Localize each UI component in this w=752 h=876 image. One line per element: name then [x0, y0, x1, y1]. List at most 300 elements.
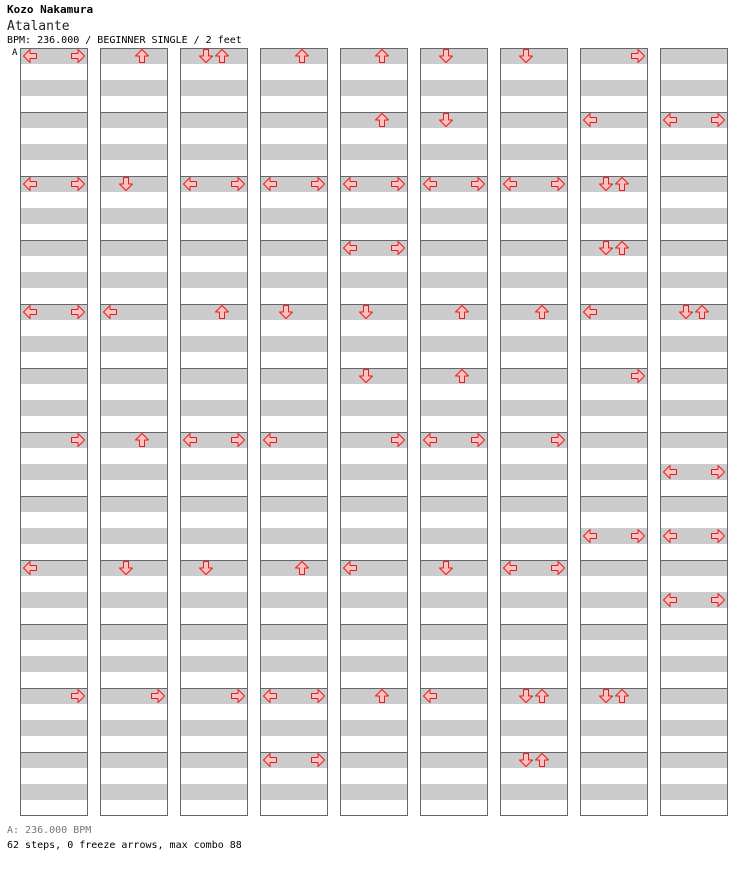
- beat-stripe: [420, 624, 488, 640]
- beat-stripe: [180, 784, 248, 800]
- beat-stripe: [660, 384, 728, 400]
- beat-stripe: [100, 752, 168, 768]
- beat-stripe: [500, 544, 568, 560]
- beat-stripe: [660, 624, 728, 640]
- beat-stripe: [340, 368, 408, 384]
- beat-stripe: [260, 496, 328, 512]
- beat-stripe: [500, 128, 568, 144]
- beat-stripe: [20, 96, 88, 112]
- beat-stripe: [660, 160, 728, 176]
- beat-stripe: [340, 400, 408, 416]
- beat-stripe: [260, 80, 328, 96]
- beat-stripe: [340, 224, 408, 240]
- beat-stripe: [660, 64, 728, 80]
- beat-stripe: [340, 112, 408, 128]
- beat-stripe: [340, 128, 408, 144]
- beat-stripe: [580, 400, 648, 416]
- beat-stripe: [660, 656, 728, 672]
- beat-stripe: [580, 496, 648, 512]
- beat-stripe: [340, 480, 408, 496]
- beat-stripe: [260, 288, 328, 304]
- beat-stripe: [180, 96, 248, 112]
- beat-stripe: [580, 512, 648, 528]
- beat-stripe: [20, 736, 88, 752]
- beat-stripe: [580, 64, 648, 80]
- beat-stripe: [260, 640, 328, 656]
- beat-stripe: [260, 480, 328, 496]
- beat-stripe: [20, 448, 88, 464]
- beat-stripe: [660, 640, 728, 656]
- beat-stripe: [260, 768, 328, 784]
- beat-stripe: [180, 752, 248, 768]
- beat-stripe: [100, 576, 168, 592]
- beat-stripe: [100, 432, 168, 448]
- beat-stripe: [180, 704, 248, 720]
- beat-stripe: [100, 48, 168, 64]
- beat-stripe: [20, 256, 88, 272]
- beat-stripe: [180, 736, 248, 752]
- beat-stripe: [420, 784, 488, 800]
- beat-stripe: [340, 416, 408, 432]
- beat-stripe: [340, 192, 408, 208]
- beat-stripe: [20, 704, 88, 720]
- beat-stripe: [180, 368, 248, 384]
- beat-stripe: [100, 256, 168, 272]
- beat-stripe: [500, 400, 568, 416]
- beat-stripe: [180, 288, 248, 304]
- beat-stripe: [660, 784, 728, 800]
- beat-stripe: [100, 512, 168, 528]
- beat-stripe: [340, 464, 408, 480]
- beat-stripe: [580, 192, 648, 208]
- beat-stripe: [100, 64, 168, 80]
- beat-stripe: [660, 736, 728, 752]
- beat-stripe: [100, 784, 168, 800]
- beat-stripe: [660, 176, 728, 192]
- beat-stripe: [180, 48, 248, 64]
- beat-stripe: [500, 624, 568, 640]
- beat-stripe: [180, 624, 248, 640]
- beat-stripe: [100, 464, 168, 480]
- beat-stripe: [180, 512, 248, 528]
- beat-stripe: [20, 784, 88, 800]
- beat-stripe: [420, 240, 488, 256]
- beat-stripe: [580, 176, 648, 192]
- beat-stripe: [260, 576, 328, 592]
- beat-stripe: [580, 784, 648, 800]
- beat-stripe: [500, 208, 568, 224]
- beat-stripe: [180, 144, 248, 160]
- beat-stripe: [500, 768, 568, 784]
- beat-stripe: [580, 544, 648, 560]
- beat-stripe: [580, 240, 648, 256]
- beat-stripe: [20, 656, 88, 672]
- beat-stripe: [180, 192, 248, 208]
- beat-stripe: [260, 160, 328, 176]
- beat-stripe: [20, 368, 88, 384]
- beat-stripe: [180, 80, 248, 96]
- beat-stripe: [580, 704, 648, 720]
- beat-stripe: [340, 608, 408, 624]
- beat-stripe: [500, 416, 568, 432]
- beat-stripe: [260, 64, 328, 80]
- beat-stripe: [180, 656, 248, 672]
- beat-stripe: [260, 112, 328, 128]
- beat-stripe: [580, 560, 648, 576]
- beat-stripe: [420, 160, 488, 176]
- beat-stripe: [420, 496, 488, 512]
- beat-stripe: [660, 496, 728, 512]
- beat-stripe: [100, 112, 168, 128]
- beat-stripe: [340, 80, 408, 96]
- beat-stripe: [100, 352, 168, 368]
- beat-stripe: [420, 304, 488, 320]
- beat-stripe: [180, 672, 248, 688]
- beat-stripe: [580, 80, 648, 96]
- beat-stripe: [260, 224, 328, 240]
- beat-stripe: [260, 368, 328, 384]
- beat-stripe: [420, 352, 488, 368]
- beat-stripe: [20, 576, 88, 592]
- beat-stripe: [100, 704, 168, 720]
- beat-stripe: [100, 272, 168, 288]
- beat-stripe: [340, 272, 408, 288]
- beat-stripe: [20, 720, 88, 736]
- beat-stripe: [100, 528, 168, 544]
- beat-stripe: [180, 224, 248, 240]
- beat-stripe: [20, 400, 88, 416]
- beat-stripe: [260, 320, 328, 336]
- beat-stripe: [340, 752, 408, 768]
- beat-stripe: [500, 688, 568, 704]
- beat-stripe: [500, 240, 568, 256]
- beat-stripe: [180, 304, 248, 320]
- beat-stripe: [180, 448, 248, 464]
- beat-stripe: [260, 512, 328, 528]
- beat-stripe: [420, 544, 488, 560]
- beat-stripe: [580, 208, 648, 224]
- beat-stripe: [180, 336, 248, 352]
- beat-stripe: [340, 656, 408, 672]
- beat-stripe: [660, 704, 728, 720]
- beat-stripe: [420, 192, 488, 208]
- step-statistics: 62 steps, 0 freeze arrows, max combo 88: [7, 840, 242, 851]
- beat-stripe: [100, 96, 168, 112]
- beat-stripe: [660, 256, 728, 272]
- beat-stripe: [20, 464, 88, 480]
- beat-stripe: [580, 624, 648, 640]
- beat-stripe: [100, 592, 168, 608]
- beat-stripe: [100, 320, 168, 336]
- beat-stripe: [20, 320, 88, 336]
- beat-stripe: [500, 384, 568, 400]
- beat-stripe: [20, 336, 88, 352]
- beat-stripe: [660, 560, 728, 576]
- beat-stripe: [340, 320, 408, 336]
- beat-stripe: [580, 464, 648, 480]
- beat-stripe: [580, 128, 648, 144]
- beat-stripe: [260, 464, 328, 480]
- beat-stripe: [580, 480, 648, 496]
- beat-stripe: [340, 448, 408, 464]
- beat-stripe: [260, 240, 328, 256]
- beat-stripe: [340, 768, 408, 784]
- beat-stripe: [100, 384, 168, 400]
- beat-stripe: [580, 336, 648, 352]
- beat-stripe: [580, 608, 648, 624]
- beat-stripe: [180, 768, 248, 784]
- beat-stripe: [660, 320, 728, 336]
- beat-stripe: [500, 272, 568, 288]
- beat-stripe: [340, 720, 408, 736]
- beat-stripe: [20, 272, 88, 288]
- beat-stripe: [340, 64, 408, 80]
- beat-stripe: [340, 800, 408, 816]
- beat-stripe: [20, 768, 88, 784]
- beat-stripe: [580, 672, 648, 688]
- beat-stripe: [420, 48, 488, 64]
- beat-stripe: [580, 432, 648, 448]
- beat-stripe: [500, 64, 568, 80]
- beat-stripe: [260, 608, 328, 624]
- beat-stripe: [180, 256, 248, 272]
- beat-stripe: [340, 640, 408, 656]
- beat-stripe: [500, 608, 568, 624]
- beat-stripe: [180, 464, 248, 480]
- beat-stripe: [20, 288, 88, 304]
- beat-stripe: [20, 544, 88, 560]
- beat-stripe: [500, 576, 568, 592]
- beat-stripe: [180, 528, 248, 544]
- beat-stripe: [420, 608, 488, 624]
- beat-stripe: [100, 176, 168, 192]
- beat-stripe: [180, 608, 248, 624]
- beat-stripe: [260, 96, 328, 112]
- beat-stripe: [100, 368, 168, 384]
- beat-stripe: [660, 512, 728, 528]
- beat-stripe: [100, 144, 168, 160]
- beat-stripe: [180, 576, 248, 592]
- beat-stripe: [100, 656, 168, 672]
- beat-stripe: [260, 144, 328, 160]
- beat-stripe: [340, 624, 408, 640]
- beat-stripe: [420, 64, 488, 80]
- beat-stripe: [660, 432, 728, 448]
- beat-stripe: [580, 320, 648, 336]
- artist-name: Kozo Nakamura: [7, 3, 94, 16]
- beat-stripe: [340, 384, 408, 400]
- beat-stripe: [420, 128, 488, 144]
- beat-stripe: [340, 784, 408, 800]
- beat-stripe: [20, 592, 88, 608]
- beat-stripe: [500, 144, 568, 160]
- beat-stripe: [100, 160, 168, 176]
- beat-stripe: [500, 464, 568, 480]
- beat-stripe: [500, 720, 568, 736]
- beat-stripe: [420, 464, 488, 480]
- beat-stripe: [20, 608, 88, 624]
- beat-stripe: [340, 256, 408, 272]
- beat-stripe: [340, 512, 408, 528]
- beat-stripe: [260, 720, 328, 736]
- beat-stripe: [420, 96, 488, 112]
- beat-stripe: [100, 80, 168, 96]
- beat-stripe: [180, 352, 248, 368]
- beat-stripe: [180, 480, 248, 496]
- beat-stripe: [580, 96, 648, 112]
- beat-stripe: [580, 736, 648, 752]
- beat-stripe: [500, 784, 568, 800]
- beat-stripe: [660, 752, 728, 768]
- beat-stripe: [180, 384, 248, 400]
- beat-stripe: [500, 528, 568, 544]
- beat-stripe: [660, 368, 728, 384]
- beat-stripe: [260, 304, 328, 320]
- beat-stripe: [340, 144, 408, 160]
- beat-stripe: [20, 144, 88, 160]
- beat-stripe: [500, 512, 568, 528]
- beat-stripe: [420, 384, 488, 400]
- beat-stripe: [660, 688, 728, 704]
- beat-stripe: [660, 224, 728, 240]
- beat-stripe: [660, 720, 728, 736]
- beat-stripe: [100, 496, 168, 512]
- beat-stripe: [20, 128, 88, 144]
- beat-stripe: [660, 672, 728, 688]
- beat-stripe: [260, 400, 328, 416]
- beat-stripe: [420, 480, 488, 496]
- beat-stripe: [660, 480, 728, 496]
- beat-stripe: [260, 192, 328, 208]
- beat-stripe: [500, 448, 568, 464]
- beat-stripe: [420, 208, 488, 224]
- beat-stripe: [500, 592, 568, 608]
- beat-stripe: [420, 288, 488, 304]
- beat-stripe: [20, 624, 88, 640]
- beat-stripe: [580, 752, 648, 768]
- beat-stripe: [500, 112, 568, 128]
- beat-stripe: [20, 752, 88, 768]
- beat-stripe: [100, 400, 168, 416]
- chart-column: [580, 48, 648, 816]
- beat-stripe: [420, 640, 488, 656]
- beat-stripe: [340, 704, 408, 720]
- beat-stripe: [100, 192, 168, 208]
- beat-stripe: [340, 576, 408, 592]
- beat-stripe: [180, 64, 248, 80]
- beat-stripe: [660, 336, 728, 352]
- beat-stripe: [20, 64, 88, 80]
- beat-stripe: [500, 352, 568, 368]
- beat-stripe: [500, 80, 568, 96]
- beat-stripe: [260, 544, 328, 560]
- beat-stripe: [420, 448, 488, 464]
- beat-stripe: [100, 336, 168, 352]
- beat-stripe: [420, 144, 488, 160]
- beat-stripe: [420, 368, 488, 384]
- beat-stripe: [420, 704, 488, 720]
- beat-stripe: [100, 720, 168, 736]
- beat-stripe: [420, 672, 488, 688]
- beat-stripe: [500, 160, 568, 176]
- beat-stripe: [340, 48, 408, 64]
- beat-stripe: [180, 128, 248, 144]
- beat-stripe: [580, 448, 648, 464]
- beat-stripe: [500, 480, 568, 496]
- beat-stripe: [340, 352, 408, 368]
- beat-stripe: [500, 288, 568, 304]
- beat-stripe: [180, 640, 248, 656]
- beat-stripe: [660, 416, 728, 432]
- beat-stripe: [260, 48, 328, 64]
- beat-stripe: [660, 208, 728, 224]
- beat-stripe: [260, 384, 328, 400]
- beat-stripe: [340, 592, 408, 608]
- beat-stripe: [20, 112, 88, 128]
- beat-stripe: [260, 672, 328, 688]
- beat-stripe: [660, 800, 728, 816]
- beat-stripe: [20, 240, 88, 256]
- beat-stripe: [180, 240, 248, 256]
- beat-stripe: [100, 288, 168, 304]
- beat-stripe: [660, 144, 728, 160]
- beat-stripe: [20, 800, 88, 816]
- beat-stripe: [500, 368, 568, 384]
- beat-stripe: [660, 192, 728, 208]
- beat-stripe: [420, 320, 488, 336]
- beat-stripe: [100, 736, 168, 752]
- beat-stripe: [420, 656, 488, 672]
- beat-stripe: [340, 688, 408, 704]
- beat-stripe: [20, 160, 88, 176]
- beat-stripe: [340, 336, 408, 352]
- beat-stripe: [20, 528, 88, 544]
- beat-stripe: [180, 496, 248, 512]
- beat-stripe: [340, 528, 408, 544]
- chart-info: BPM: 236.000 / BEGINNER SINGLE / 2 feet: [7, 35, 242, 46]
- beat-stripe: [340, 672, 408, 688]
- beat-stripe: [20, 416, 88, 432]
- beat-stripe: [260, 624, 328, 640]
- beat-stripe: [100, 448, 168, 464]
- beat-stripe: [500, 192, 568, 208]
- beat-stripe: [500, 48, 568, 64]
- beat-stripe: [20, 640, 88, 656]
- beat-stripe: [500, 656, 568, 672]
- beat-stripe: [580, 288, 648, 304]
- beat-stripe: [660, 544, 728, 560]
- beat-stripe: [580, 272, 648, 288]
- beat-stripe: [420, 272, 488, 288]
- beat-stripe: [340, 96, 408, 112]
- beat-stripe: [580, 352, 648, 368]
- beat-stripe: [660, 272, 728, 288]
- beat-stripe: [660, 288, 728, 304]
- beat-stripe: [20, 352, 88, 368]
- beat-stripe: [180, 560, 248, 576]
- beat-stripe: [580, 768, 648, 784]
- beat-stripe: [660, 304, 728, 320]
- beat-stripe: [340, 736, 408, 752]
- beat-stripe: [420, 112, 488, 128]
- beat-stripe: [660, 608, 728, 624]
- beat-stripe: [500, 304, 568, 320]
- beat-stripe: [420, 560, 488, 576]
- beat-stripe: [100, 240, 168, 256]
- beat-stripe: [100, 480, 168, 496]
- beat-stripe: [580, 576, 648, 592]
- beat-stripe: [660, 96, 728, 112]
